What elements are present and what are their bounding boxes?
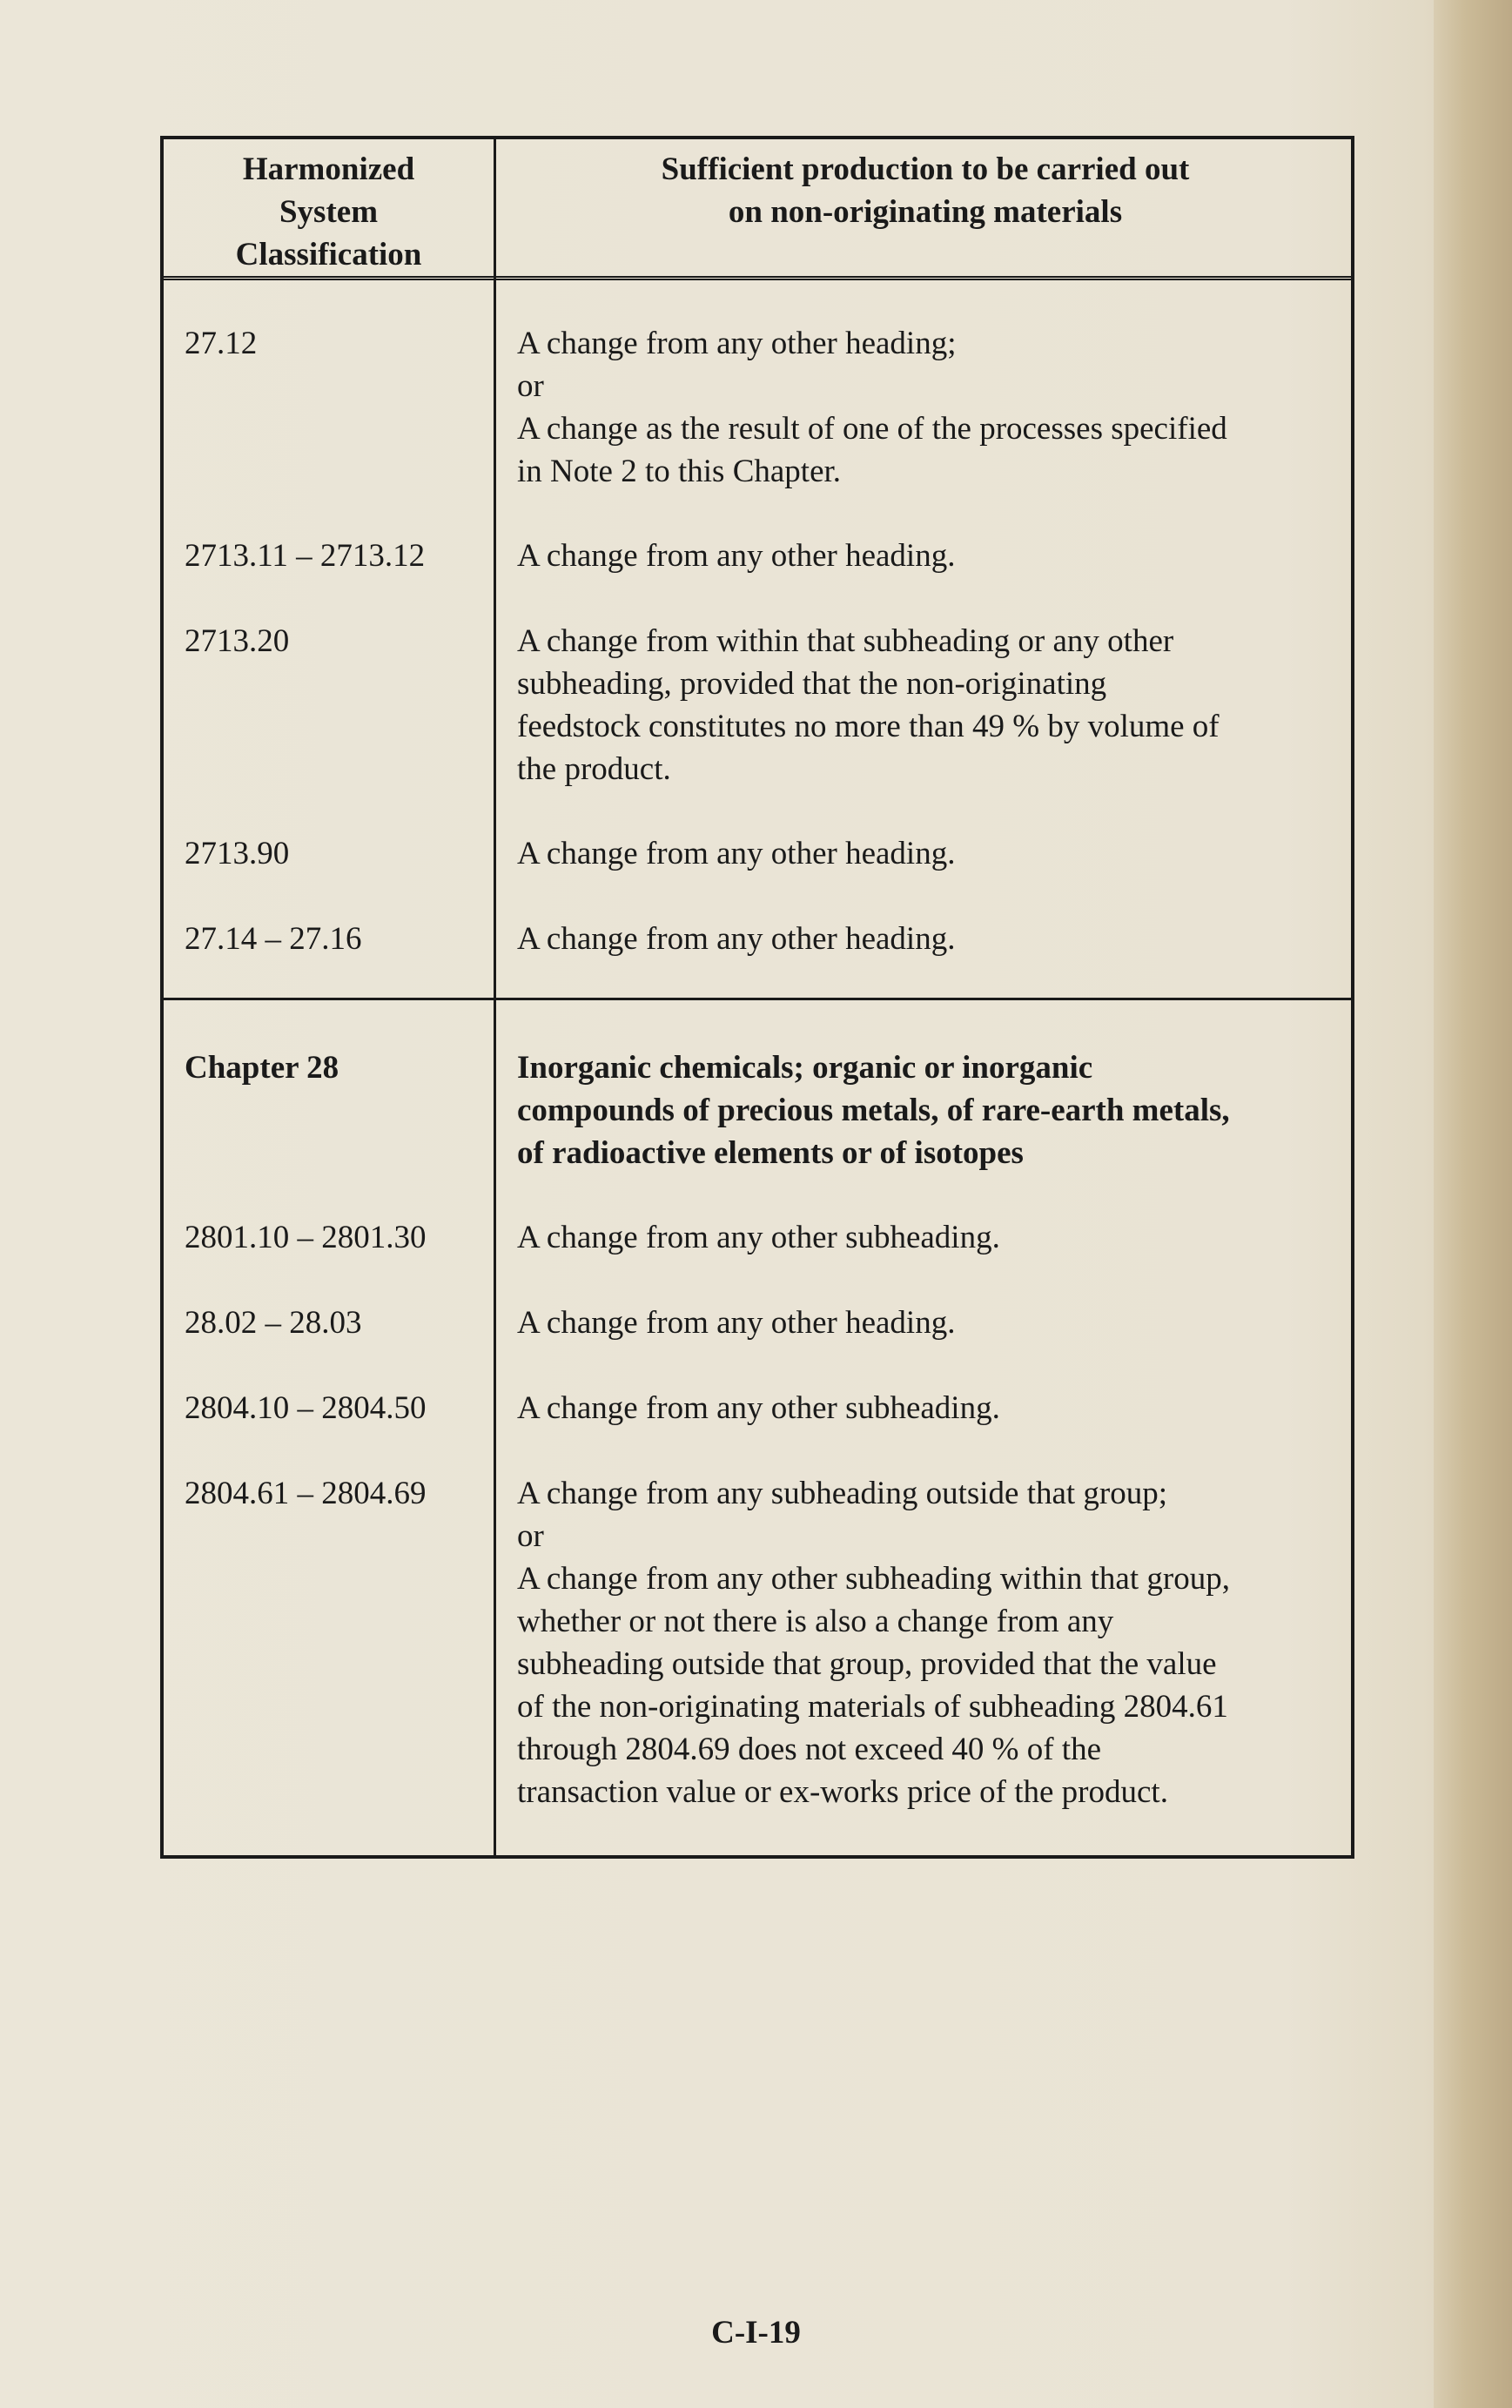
rule-text: A change from within that subheading or any other subheading, provided that the non-originating feedstock constitutes no more than 49 % by volume of the product. [517,623,1220,787]
rules-of-origin-table [160,136,1354,1859]
rule-text: A change from any other heading; or A change as the result of one of the processes specified in Note 2 to this Chapter. [517,326,1227,489]
hs-code: 2713.20 [185,623,290,659]
header-sufficient-production: Sufficient production to be carried out on non-originating materials [661,151,1190,230]
table-header [164,139,1351,280]
rule-text: A change from any other heading. [517,921,956,957]
hs-code: 27.14 – 27.16 [185,921,362,957]
hs-code: 2801.10 – 2801.30 [185,1220,427,1255]
rule-text: A change from any other heading. [517,538,956,574]
rule-text: A change from any other heading. [517,1305,956,1341]
hs-code: 2713.11 – 2713.12 [185,538,426,574]
hs-code: 2804.10 – 2804.50 [185,1390,427,1426]
page-binding-shadow [1434,0,1512,2408]
hs-code: 2713.90 [185,836,290,871]
hs-code: 2804.61 – 2804.69 [185,1476,427,1511]
rule-text: A change from any other heading. [517,836,956,871]
rule-text: A change from any other subheading. [517,1220,1000,1255]
page-number: C-I-19 [711,2315,801,2351]
chapter-title: Inorganic chemicals; organic or inorganic compounds of precious metals, of rare-earth metals, of radioactive elements or of isotopes [517,1050,1230,1171]
rule-text: A change from any other subheading. [517,1390,1000,1426]
chapter-number: Chapter 28 [185,1050,339,1086]
section-divider [164,998,1351,1000]
hs-code: 27.12 [185,326,258,361]
rule-text: A change from any subheading outside that group; or A change from any other subheading within that group, whether or not there is also a change from any subheading outside that group, provided that the value of the non-originating materials of subheading 2804.61 through 2804.69 does not exceed 40 % of the transaction value or ex-works price of the product. [517,1476,1230,1810]
header-hs-classification: Harmonized System Classification [235,151,422,272]
hs-code: 28.02 – 28.03 [185,1305,362,1341]
